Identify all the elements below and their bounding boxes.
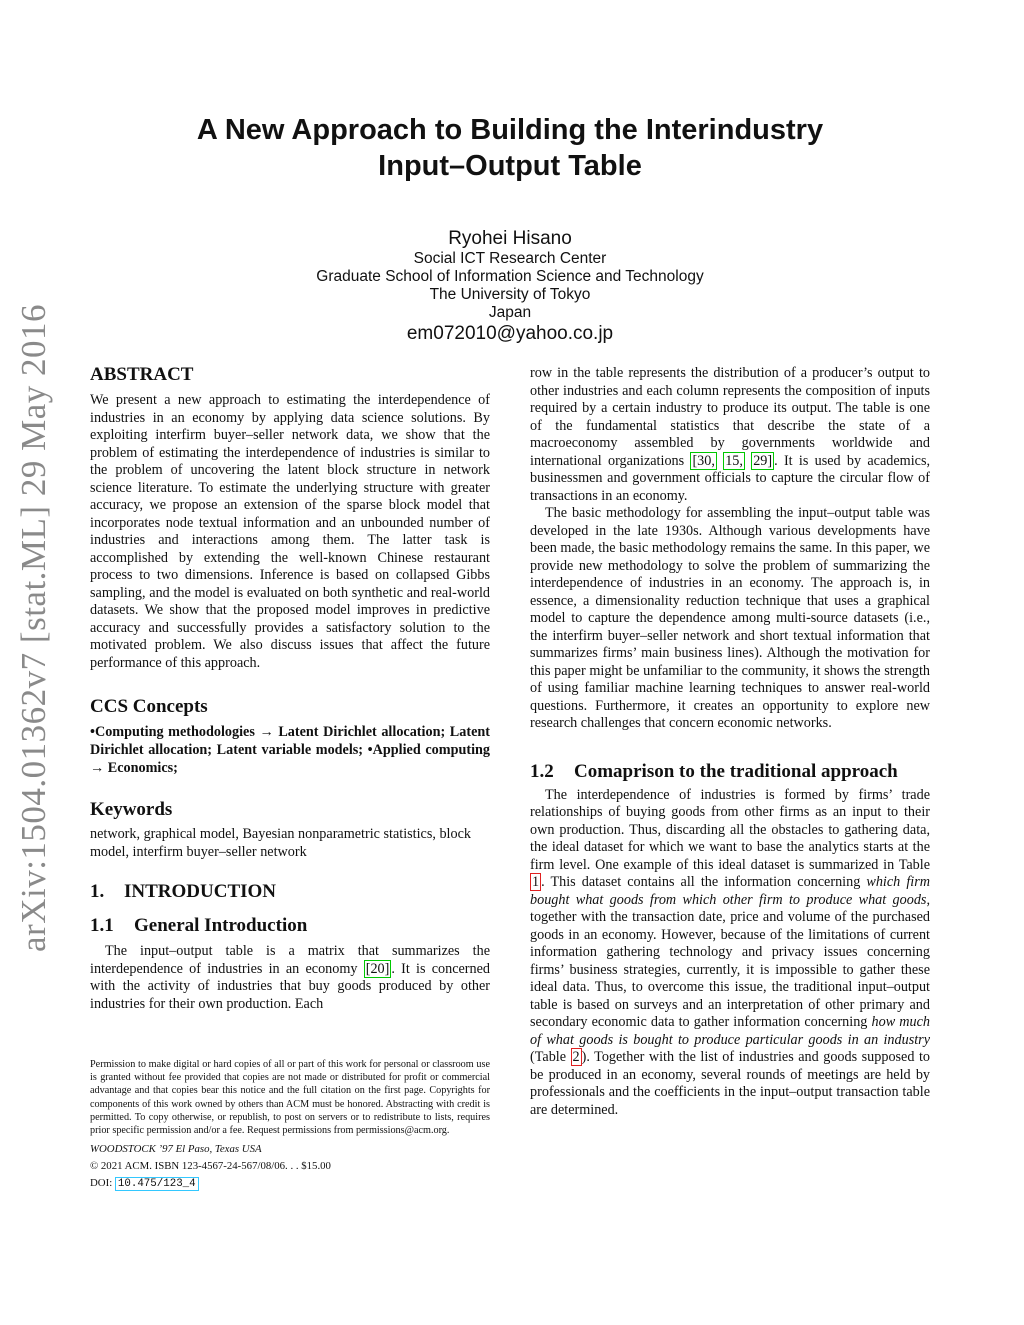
permission-notice: Permission to make digital or hard copies of all or part of this work for personal or classroom use is granted without fee provided that copies are not made or distributed for profit or commercial advantage and that copies bear this notice and the full citation on the first page. Copyrights for components of this work owned by others than ACM must be honored. Abstracting with credit is permitted. To copy otherwise, or republish, to post on servers or to redistribute to lists, requires prior specific permission and/or a fee. Request permissions from permissions@acm.org. [90, 1059, 490, 1137]
right-p3-text-d: (Table [530, 1049, 571, 1065]
keywords-text: network, graphical model, Bayesian nonparametric statistics, block model, interfirm buyer–seller network [90, 826, 471, 860]
ccs-bullet-1: • [90, 724, 95, 740]
intro-text-b: . It is concerned with the activity of industries that buy goods produced by other industries for their own production. Each [90, 960, 490, 1012]
right-paragraph-3 [530, 787, 930, 1120]
table-ref-2[interactable]: 2 [572, 1049, 580, 1065]
left-column [90, 360, 490, 1013]
right-p3-text-e: ). Together with the list of industries and goods supposed to be produced in an economy, several rounds of meetings are held by professionals and the coefficients in the input–output transaction table are determined. [530, 1049, 930, 1118]
section-number: 1. [90, 881, 105, 902]
author-block [180, 227, 840, 346]
general-introduction-heading [90, 913, 490, 939]
right-p3-italic-2: how much of what goods is bought to produce particular goods in an industry [530, 1014, 930, 1048]
subsection-number: 1.2 [530, 760, 554, 782]
right-paragraph-1 [530, 365, 930, 505]
author-affiliation-country: Japan [488, 304, 532, 321]
right-column [530, 365, 930, 1119]
paper-title-line-1: A New Approach to Building the Interindustry [196, 114, 824, 146]
citation-link-30[interactable]: [30, [692, 452, 715, 469]
arxiv-identifier-stamp: arXiv:1504.01362v7 [stat.ML] 29 May 2016 [14, 304, 53, 952]
right-p3-italic-1: which firm bought what goods from which other firm to produce what goods [530, 874, 930, 908]
paper-title-line-2: Input–Output Table [378, 150, 642, 182]
right-paragraph-2: The basic methodology for assembling the input–output table was developed in the late 1930s. Although various developments have been made, the basic methodology remains the same. In this paper, we provide new methodology to solve the problem of summarizing the interdependence of industries in an economy. The approach is, in essence, a dimensionality reduction technique that uses a graphical model to capture the dependence among multi-source datasets (i.e., the interfirm buyer–seller network and short textual information that summarizes firms’ main business lines). Although the motivation for this paper might be unfamiliar to the community, it shows the strength of using familiar machine learning techniques to answer real-world questions. Furthermore, it creates an opportunity to explore new research challenges that concern economic networks. [530, 505, 930, 731]
right-p3-text-c: , together with the transaction date, price and volume of the purchased goods in an economy. However, because of the limitations of current information gathering technology and privacy issues concerning firms’ business strategies, currently, it is impossible to gather these ideal data. Thus, to overcome this issue, the traditional input–output table is based on surveys and an interpretation of other primary and secondary economic data to gather information concerning [530, 891, 930, 1030]
subsection-title: Comaprison to the traditional approach [574, 760, 898, 782]
doi-link[interactable]: 10.475/123_4 [115, 1177, 199, 1191]
ccs-term-computing: Computing methodologies [94, 724, 255, 740]
citation-link[interactable]: [20] [365, 960, 390, 977]
abstract-text: We present a new approach to estimating the interdependence of industries in an economy by applying data science solutions. By exploiting interfirm buyer–seller network data, we show that the problem of estimating the interdependence of industries is similar to the problem of uncovering the latent block structure in network science literature. To estimate the underlying structure with greater accuracy, we propose an extension of the sparse block model that incorporates node textual information and an unbounded number of industries and interactions among them. The latter task is accomplished by extending the well-known Chinese restaurant process to two dimensions. Inference is based on collapsed Gibbs sampling, and the model is evaluated on both synthetic and real-world datasets. We show that the proposed model improves in predictive accuracy and successfully provides a satisfactory solution to the motivated problem. We also discuss issues that affect the future performance of this approach. [90, 392, 490, 671]
author-name: Ryohei Hisano [448, 228, 572, 249]
arrow-icon: → [90, 760, 105, 776]
right-p3-text-b: . This dataset contains all the information concerning [541, 874, 867, 890]
doi-line [90, 1175, 490, 1193]
right-p1-text-a: row in the table represents the distribution of a producer’s output to other industries and each column represents the composition of inputs required by a certain industry to produce its output. The table is one of the fundamental statistics that describe the state of a macroeconomy assembled by governments worldwide and international organizations [530, 365, 930, 469]
citation-link-29[interactable]: 29] [753, 452, 773, 469]
doi-label: DOI: [90, 1177, 115, 1190]
right-p1-text-b: . It is used by academics, businessmen and government officials to capture the circular flow of transactions in an economy. [530, 452, 931, 504]
ccs-concepts-text [90, 723, 490, 777]
right-p3-text-a: The interdependence of industries is formed by firms’ trade relationships of buying goods from other firms as an input to their own production. Thus, discarding all the obstacles to gathering data, the ideal dataset for which we want to base the analytics starts at the firm level. One example of this ideal dataset is summarized in Table [530, 786, 930, 873]
keywords-heading: Keywords [90, 799, 173, 820]
traditional-approach-heading [530, 759, 930, 785]
author-email: em072010@yahoo.co.jp [406, 323, 614, 344]
ccs-term-lda: Latent Dirichlet allocation; Latent Dirichlet allocation; Latent variable models; [90, 724, 490, 758]
copyright-line: © 2021 ACM. ISBN 123-4567-24-567/08/06. . . $15.00 [90, 1160, 331, 1173]
venue-line: WOODSTOCK ’97 El Paso, Texas USA [90, 1143, 262, 1156]
introduction-paragraph [90, 943, 490, 1013]
introduction-heading [90, 879, 490, 905]
author-affiliation-center: Social ICT Research Center [413, 250, 607, 267]
arrow-icon: → [259, 724, 274, 740]
abstract-heading: ABSTRACT [90, 364, 194, 385]
author-affiliation-university: The University of Tokyo [429, 286, 591, 303]
permission-block [90, 1058, 490, 1193]
ccs-term-economics: Economics; [107, 760, 178, 776]
ccs-bullet-2: • [367, 742, 373, 758]
author-affiliation-school: Graduate School of Information Science and Technology [316, 268, 704, 285]
section-title: INTRODUCTION [124, 881, 277, 902]
ccs-concepts-heading: CCS Concepts [90, 696, 208, 717]
subsection-number: 1.1 [90, 915, 114, 936]
ccs-term-applied: Applied computing [372, 742, 491, 758]
subsection-title: General Introduction [134, 915, 308, 936]
intro-text-a: The input–output table is a matrix that summarizes the interdependence of industries in an economy [90, 943, 490, 977]
paper-title [120, 112, 900, 184]
citation-link-15[interactable]: 15, [725, 452, 743, 469]
table-ref-1[interactable]: 1 [532, 874, 540, 890]
